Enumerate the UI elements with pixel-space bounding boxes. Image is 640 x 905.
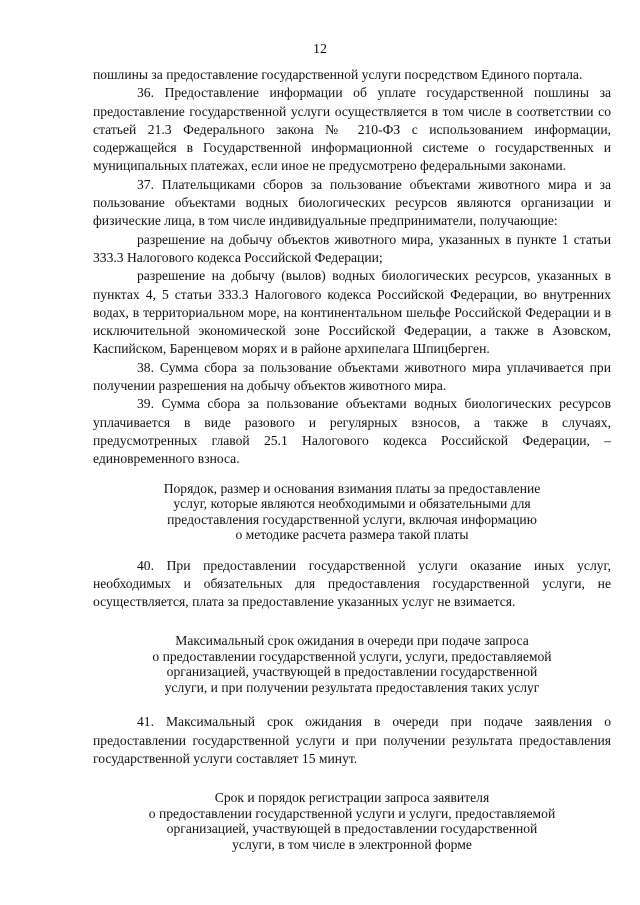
paragraph-39: 39. Сумма сбора за пользование объектами водных биологических ресурсов уплачивается в виде разового и регулярных взносов, а также в случаях, предусмотренных главой 25.1 Налогового кодекса Российской Федерации, – единовременного взноса. xyxy=(93,396,611,467)
heading-line: услуги, в том числе в электронной форме xyxy=(232,836,472,852)
heading-line: Максимальный срок ожидания в очереди при подаче запроса xyxy=(175,633,529,649)
heading-line: Срок и порядок регистрации запроса заявителя xyxy=(214,790,490,806)
heading-line: о предоставлении государственной услуги и услуги, предоставляемой xyxy=(148,805,556,821)
paragraph-36: 36. Предоставление информации об уплате государственной пошлины за предоставление государственной услуги осуществляется в том числе в соответствии со статьей 21.3 Федерального закона № 210-ФЗ с использованием информации, содержащейся в Государственной информационной системе о государственных и муниципальных платежах, если иное не предусмотрено федеральными законами. xyxy=(93,85,611,174)
paragraph-37: 37. Плательщиками сборов за пользование объектами животного мира и за пользование объектами водных биологических ресурсов являются организации и физические лица, в том числе индивидуальные предприниматели, получающие: xyxy=(93,176,611,229)
heading-line: о предоставлении государственной услуги, услуги, предоставляемой xyxy=(152,648,552,664)
heading-line: организацией, участвующей в предоставлении государственной xyxy=(166,664,538,680)
heading-line: о методике расчета размера такой платы xyxy=(235,527,469,543)
section-heading-registration xyxy=(93,790,611,852)
heading-line: Порядок, размер и основания взимания платы за предоставление xyxy=(163,480,541,496)
section-heading-waiting-time xyxy=(93,633,611,695)
page-number: 12 xyxy=(313,42,327,57)
paragraph-37-item-2: разрешение на добычу (вылов) водных биологических ресурсов, указанных в пунктах 4, 5 статьи 333.3 Налогового кодекса Российской Федерации, во внутренних водах, в территориальном море, на континентальном шельфе Российской Федерации и в исключительной экономической зоне Российской Федерации, а также в Азовском, Каспийском, Баренцевом морях и в районе архипелага Шпицберген. xyxy=(93,268,611,357)
section-heading-fees xyxy=(93,481,611,543)
paragraph-38: 38. Сумма сбора за пользование объектами животного мира уплачивается при получении разрешения на добычу объектов животного мира. xyxy=(93,359,611,394)
paragraph-37-item-1: разрешение на добычу объектов животного мира, указанных в пункте 1 статьи 333.3 Налогового кодекса Российской Федерации; xyxy=(93,231,611,265)
paragraph-41: 41. Максимальный срок ожидания в очереди при подаче заявления о предоставлении государственной услуги и при получении результата предоставления государственной услуги составляет 15 минут. xyxy=(93,714,611,767)
paragraph-40: 40. При предоставлении государственной услуги оказание иных услуг, необходимых и обязательных для предоставления государственной услуги, не осуществляется, плата за предоставление указанных услуг не взимается. xyxy=(93,557,611,610)
document-body xyxy=(93,66,611,852)
heading-line: услуги, и при получении результата предоставления таких услуг xyxy=(164,679,540,695)
heading-line: услуг, которые являются необходимыми и обязательными для xyxy=(173,496,531,512)
heading-line: предоставления государственной услуги, включая информацию xyxy=(167,511,537,527)
heading-line: организацией, участвующей в предоставлении государственной xyxy=(166,821,538,837)
paragraph-continuation: пошлины за предоставление государственной услуги посредством Единого портала. xyxy=(93,67,583,82)
